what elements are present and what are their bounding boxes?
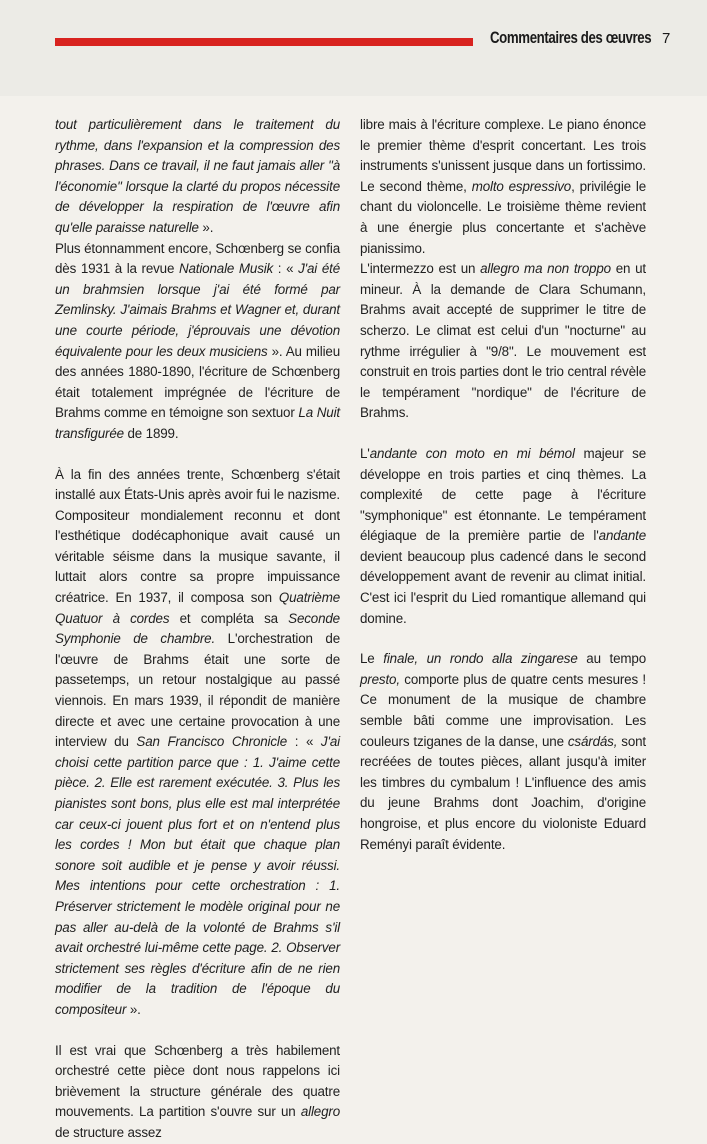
- paragraph-gap: [360, 424, 646, 444]
- text-run: Il est vrai que Schœnberg a très habilement orchestré cette pièce dont nous rappelons ici brièvement la structure générale des quatre mouvements. La partition s'ouvre sur un: [55, 1042, 340, 1120]
- page-number: 7: [662, 30, 671, 47]
- text-run: libre mais à l'écriture complexe. Le piano énonce le premier thème d'esprit concertant. Les trois instruments s'unissent jusque dans un fortissimo. Le second thème,: [360, 117, 646, 194]
- italic-text-run: andante: [598, 528, 646, 544]
- right-paragraph-3: [360, 444, 646, 629]
- text-run: , privilégie le chant du violoncelle. Le troisième thème revient à une énergie plus concertante et s'achève pianissimo.: [360, 178, 646, 256]
- italic-text-run: La Nuit transfigurée: [55, 405, 340, 441]
- paragraph-gap: [360, 629, 646, 649]
- running-header-title: Commentaires des œuvres: [490, 28, 652, 47]
- text-run: devient beaucoup plus cadencé dans le second développement avant de revenir au climat initial. C'est ici l'esprit du Lied romantique allemand qui domine.: [360, 548, 646, 626]
- italic-text-run: Quatrième Quatuor à cordes: [55, 590, 340, 626]
- text-run: ».: [198, 219, 214, 235]
- text-run: de structure assez: [55, 1124, 162, 1140]
- header-band: [0, 0, 707, 96]
- italic-text-run: csárdás,: [567, 733, 618, 749]
- italic-text-run: presto,: [360, 671, 400, 687]
- right-paragraph-4: [360, 649, 646, 855]
- italic-text-run: Seconde Symphonie de chambre.: [55, 610, 340, 647]
- right-paragraph-1: [360, 115, 646, 259]
- paragraph-gap: [55, 1021, 340, 1041]
- text-run: Plus étonnamment encore, Schœnberg se confia dès 1931 à la revue: [55, 240, 340, 277]
- italic-text-run: finale, un rondo alla zingarese: [383, 651, 578, 667]
- text-run: L'orchestration de l'œuvre de Brahms était une sorte de passetemps, un retour nostalgique au passé viennois. En mars 1939, il répondit de manière directe et avec une certaine provocation à une interview du: [55, 631, 340, 750]
- text-run: comporte plus de quatre cents mesures ! Ce monument de la musique de chambre semble bâti comme une improvisation. Les couleurs tziganes de la danse, une: [360, 671, 646, 749]
- italic-text-run: San Francisco Chronicle: [136, 734, 288, 750]
- text-run: Le: [360, 651, 384, 667]
- left-paragraph-2: [55, 239, 340, 445]
- text-run: ». Au milieu des années 1880-1890, l'écriture de Schœnberg était totalement imprégnée de l'écriture de Brahms comme en témoigne son sextuor: [55, 343, 340, 421]
- italic-text-run: J'ai choisi cette partition parce que : 1. J'aime cette pièce. 2. Elle est rarement exécutée. 3. Plus les pianistes sont bons, plus elle est mal interprétée car ceux-ci jouent plus fort et on n'entend plus les cordes ! Mon but était que chaque plan sonore soit audible et je pense y avoir réussi. Mes intentions pour cette orchestration : 1. Préserver strictement le modèle original pour ne pas aller au-delà de la volonté de Brahms s'il avait orchestré lui-même cette page. 2. Observer strictement ses règles d'écriture afin de ne rien modifier de la tradition de l'époque du compositeur: [55, 734, 340, 1017]
- text-run: L'intermezzo est un: [360, 261, 481, 277]
- text-run: majeur se développe en trois parties et cinq thèmes. La complexité de cette page à l'écriture "symphonique" est étonnante. Le tempérament élégiaque de la première partie de l': [360, 445, 646, 544]
- italic-text-run: molto espressivo: [471, 178, 572, 194]
- italic-text-run: Nationale Musik: [178, 261, 274, 277]
- text-run: sont recréées de toutes pièces, allant jusqu'à imiter les timbres du cymbalum ! L'influence des amis du jeune Brahms dont Joachim, d'origine hongroise, et plus encore du violoniste Eduard Reményi paraît évidente.: [360, 733, 646, 852]
- italic-text-run: allegro ma non troppo: [480, 261, 611, 277]
- paragraph-gap: [55, 445, 340, 465]
- text-run: À la fin des années trente, Schœnberg s'était installé aux États-Unis après avoir fui le nazisme. Compositeur mondialement reconnu et dont l'esthétique dodécaphonique avait causé un véritable séisme dans la musique savante, il luttait alors contre sa propre impuissance créatrice. En 1937, il composa son: [55, 466, 340, 606]
- left-text-column: [55, 115, 340, 1144]
- text-run: en ut mineur. À la demande de Clara Schumann, Brahms avait accepté de supprimer le titre de scherzo. Le climat est celui d'un "nocturne" au rythme irrégulier à "9/8". Le mouvement est construit en trois parties dont le trio central révèle le tempérament "nordique" de l'écriture de Brahms.: [360, 261, 647, 421]
- left-paragraph-4: [55, 1041, 340, 1144]
- italic-text-run: andante con moto en mi bémol: [369, 445, 575, 461]
- right-text-column: [360, 115, 646, 855]
- right-paragraph-2: [360, 259, 646, 424]
- text-run: de 1899.: [123, 425, 179, 441]
- left-paragraph-3: [55, 465, 340, 1021]
- italic-text-run: tout particulièrement dans le traitement du rythme, dans l'expansion et la compression des phrases. Dans ce travail, il ne faut jamais aller "à l'économie" lorsque la clarté du propos nécessite de développer la respiration de l'œuvre afin qu'elle paraisse naturelle: [55, 117, 340, 235]
- text-run: : «: [287, 734, 321, 750]
- text-run: L': [360, 445, 370, 461]
- text-run: : «: [273, 261, 299, 277]
- text-run: ».: [126, 1001, 141, 1017]
- left-paragraph-1: [55, 115, 340, 239]
- italic-text-run: J'ai été un brahmsien lorsque j'ai été formé par Zemlinsky. J'aimais Brahms et Wagner et, durant une courte période, j'éprouvais une dévotion équivalente pour les deux musiciens: [55, 261, 340, 359]
- text-run: au tempo: [577, 651, 647, 667]
- italic-text-run: allegro: [300, 1104, 340, 1120]
- red-rule-divider: [55, 38, 473, 46]
- text-run: et compléta sa: [169, 610, 289, 626]
